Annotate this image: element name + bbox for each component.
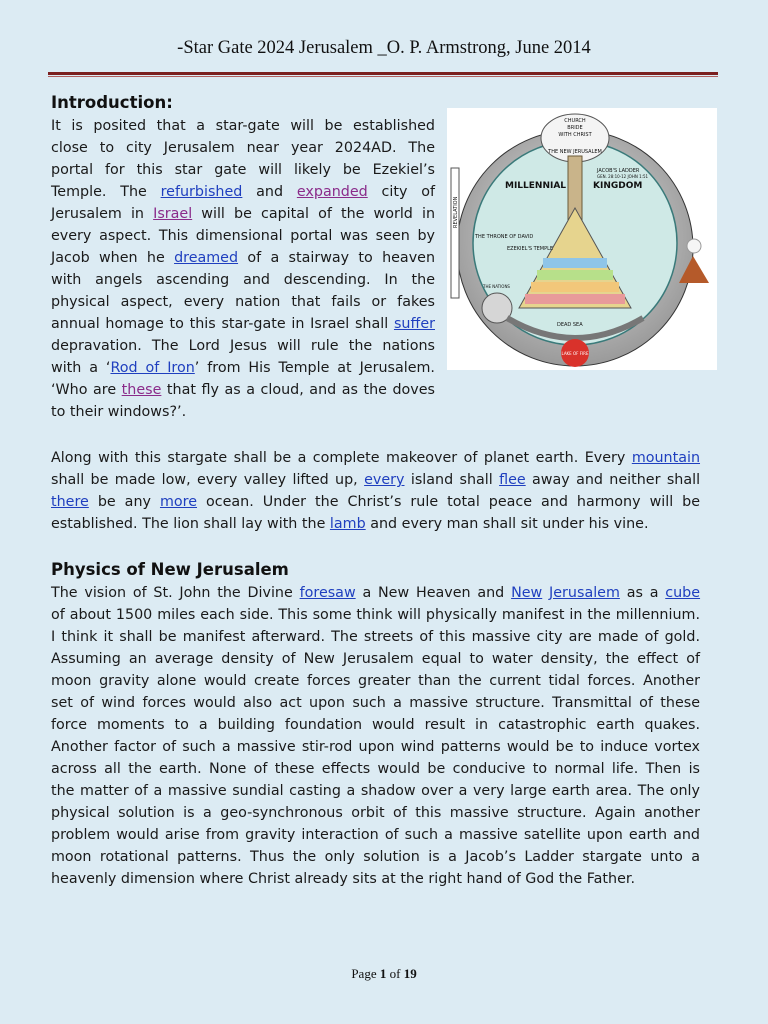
millennial-kingdom-diagram (447, 108, 717, 370)
link-more[interactable]: more (159, 494, 198, 510)
label-temple: EZEKIEL'S TEMPLE (507, 246, 554, 252)
text-line: every aspect. This dimensional portal was seen by (51, 228, 435, 244)
text-span: island shall (410, 472, 493, 488)
revelation-scale (451, 168, 459, 298)
text-line: physical aspect, every nation that fails or fakes (51, 294, 435, 310)
label-lake-of-fire: LAKE OF FIRE (561, 351, 589, 356)
text-span: annual homage to this star-gate in Israel shall (51, 316, 389, 332)
text-span: that fly as a cloud, and as the doves (166, 382, 435, 398)
layer-blue (543, 258, 607, 268)
label-kingdom: KINGDOM (593, 181, 643, 191)
text-line: the matter of a massive sundial casting a shadow over a very large earth area. The only (51, 783, 700, 799)
text-line: Another factor of such a massive stir-rod upon wind patterns would be to induce vortex (51, 739, 700, 755)
text-span: Jacob when he (51, 250, 165, 266)
text-line: portal for this star gate will likely be Ezekiel’s (51, 162, 435, 178)
text-line (51, 203, 435, 225)
footer-page-total: 19 (403, 966, 417, 981)
text-line (51, 491, 700, 513)
text-line: depravation. The Lord Jesus will rule the nations (51, 338, 435, 354)
text-line (51, 181, 435, 203)
text-span: and (256, 184, 284, 200)
link-these[interactable]: these (121, 382, 162, 398)
header-rule (48, 72, 718, 75)
label-nations: THE NATIONS (483, 284, 510, 289)
text-line: heavenly dimension where Christ already sits at the right hand of God the Father. (51, 871, 636, 887)
page-header-title: -Star Gate 2024 Jerusalem _O. P. Armstrong, June 2014 (177, 38, 591, 58)
text-span: a New Heaven and (362, 585, 505, 601)
paragraph-makeover (51, 447, 700, 535)
text-line: I think it shall be manifest afterward. The streets of this massive city are made of gold. (51, 629, 700, 645)
text-line (51, 357, 435, 379)
text-span: ‘Who are (51, 382, 117, 398)
layer-red (525, 294, 625, 304)
text-line: of about 1500 miles each side. This some think will physically manifest in the millennium. (51, 607, 700, 623)
footer-of-word: of (386, 966, 404, 981)
link-flee[interactable]: flee (499, 472, 526, 488)
text-span: of a stairway to heaven (247, 250, 436, 266)
link-new[interactable]: New (511, 585, 543, 601)
text-span: shall be made low, every valley lifted up, (51, 472, 358, 488)
diagram-svg (447, 108, 717, 370)
text-span: city of (381, 184, 435, 200)
text-line: set of wind forces would also act upon such a massive structure. Transmittal of these (51, 695, 700, 711)
intro-paragraph (51, 115, 435, 423)
text-line: force moments to a building foundation would result in catastrophic earth quakes. (51, 717, 700, 733)
text-line (51, 313, 435, 335)
text-span: with a ‘ (51, 360, 111, 376)
text-line (51, 582, 700, 604)
text-span: Along with this stargate shall be a complete makeover of planet earth. Every (51, 450, 626, 466)
text-span: and every man shall sit under his vine. (370, 516, 649, 532)
text-span: ’ from His Temple at Jerusalem. (194, 360, 435, 376)
text-line: to their windows?’. (51, 404, 187, 420)
link-lamb[interactable]: lamb (329, 516, 366, 532)
footer-page-word: Page (351, 966, 380, 981)
link-there[interactable]: there (51, 494, 89, 510)
footer-page-number: 1 (379, 966, 387, 981)
link-expanded[interactable]: expanded (296, 184, 368, 200)
text-line: moon rotational patterns. Thus the only solution is a Jacob’s Ladder stargate unto a (51, 849, 700, 865)
text-span: away and neither shall (532, 472, 701, 488)
text-line: physical solution is a geo-synchronous orbit of this massive structure. Again another (51, 805, 700, 821)
text-line: problem would arise from gravity interaction of such a massive satellite upon earth and (51, 827, 700, 843)
text-line (51, 447, 700, 469)
label-jacobs-ladder: JACOB'S LADDER (597, 168, 640, 174)
text-line (51, 247, 435, 269)
text-span: be any (97, 494, 151, 510)
label-revelation: REVELATION (453, 196, 459, 228)
text-span: as a (626, 585, 659, 601)
label-ladder-refs: GEN. 28:10-12 JOHN 1:51 (597, 174, 649, 179)
page-footer (0, 966, 768, 982)
text-line: across all the earth. None of these effects would be conducive to normal life. Then is (51, 761, 700, 777)
link-israel[interactable]: Israel (153, 206, 193, 222)
label-throne: THE THRONE OF DAVID (475, 234, 534, 240)
intro-heading: Introduction: (51, 93, 173, 112)
label-millennial: MILLENNIAL (505, 181, 567, 191)
text-span: established. The lion shall lay with the (51, 516, 326, 532)
text-line: close to city Jerusalem near year 2024AD. The (51, 140, 435, 156)
layer-orange (531, 282, 619, 292)
label-bride: BRIDE (567, 125, 583, 131)
text-line (51, 469, 700, 491)
paragraph-physics (51, 582, 700, 890)
layer-green (537, 270, 613, 280)
link-rod-of-iron[interactable]: Rod of Iron (110, 360, 195, 376)
cloud-right (687, 239, 701, 253)
label-dead-sea: DEAD SEA (557, 322, 583, 328)
link-mountain[interactable]: mountain (631, 450, 701, 466)
link-foresaw[interactable]: foresaw (299, 585, 356, 601)
text-line: Assuming an average density of New Jerusalem equal to water density, the effect of (51, 651, 700, 667)
header-rule-thin (48, 76, 718, 77)
text-span: Temple. The (51, 184, 147, 200)
link-every[interactable]: every (364, 472, 405, 488)
text-span: will be capital of the world in (201, 206, 436, 222)
text-span: The vision of St. John the Divine (51, 585, 293, 601)
physics-heading: Physics of New Jerusalem (51, 560, 289, 579)
link-refurbished[interactable]: refurbished (160, 184, 243, 200)
text-line: It is posited that a star-gate will be established (51, 118, 435, 134)
link-suffer[interactable]: suffer (393, 316, 435, 332)
label-new-jerusalem: THE NEW JERUSALEM (548, 149, 602, 155)
text-span: Jerusalem in (51, 206, 144, 222)
link-cube[interactable]: cube (665, 585, 701, 601)
text-line: moon gravity alone would create forces greater than the current tidal forces. Another (51, 673, 700, 689)
label-church: CHURCH (564, 118, 586, 124)
link-dreamed[interactable]: dreamed (174, 250, 239, 266)
label-with-christ: WITH CHRIST (558, 132, 592, 138)
link-jerusalem[interactable]: Jerusalem (549, 585, 620, 601)
text-line (51, 379, 435, 401)
text-line: with angels ascending and descending. In the (51, 272, 435, 288)
text-span: ocean. Under the Christ’s rule total peace and harmony will be (206, 494, 701, 510)
text-line (51, 513, 700, 535)
